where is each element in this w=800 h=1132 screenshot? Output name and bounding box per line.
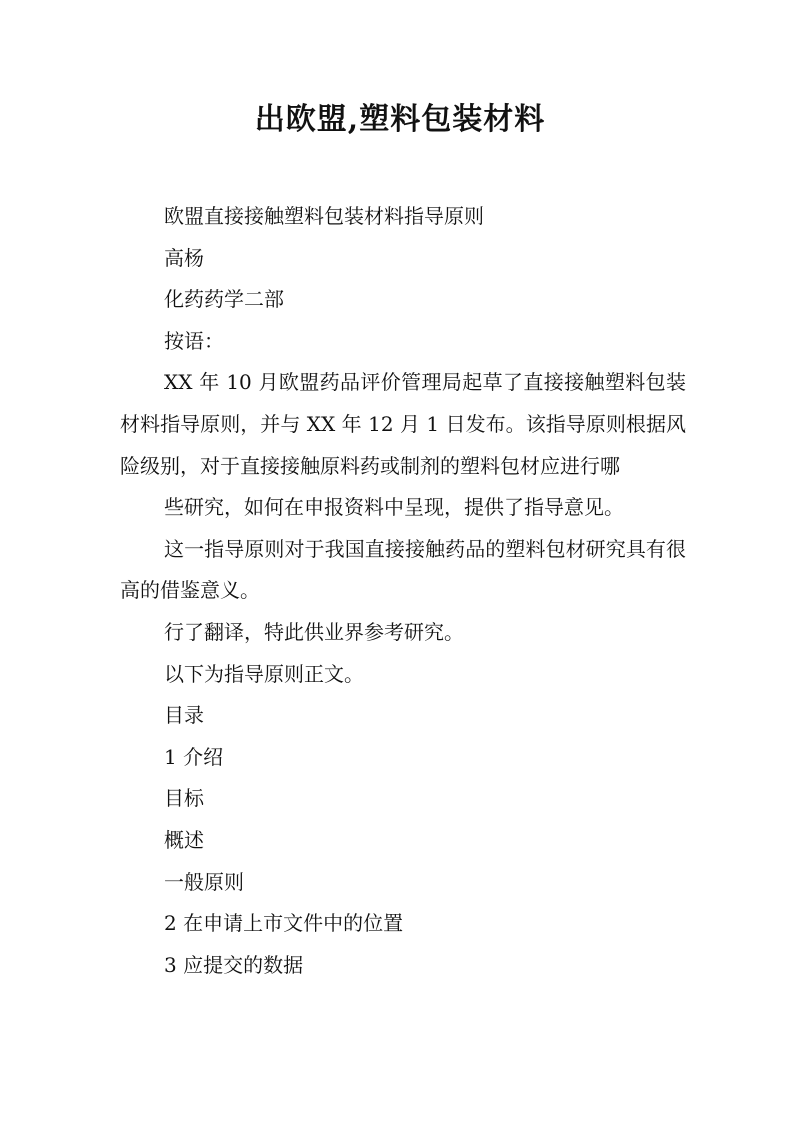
toc-item: 概述 xyxy=(164,827,204,852)
paragraph-editor-note-label: 按语： xyxy=(164,328,224,353)
toc-item: 目标 xyxy=(164,786,204,811)
paragraph-translation-note: 行了翻译，特此供业界参考研究。 xyxy=(164,619,464,644)
document-title: 出欧盟,塑料包装材料 xyxy=(254,102,546,137)
paragraph-guideline-name: 欧盟直接接触塑料包装材料指导原则 xyxy=(164,204,484,228)
paragraph-text-intro: 以下为指导原则正文。 xyxy=(164,661,364,686)
toc-item: 3 应提交的数据 xyxy=(164,952,304,977)
paragraph-editor-note-continued: 些研究，如何在申报资料中呈现，提供了指导意见。 xyxy=(164,495,624,520)
toc-item: 一般原则 xyxy=(164,869,244,894)
paragraph-department: 化药药学二部 xyxy=(164,287,284,312)
toc-heading: 目录 xyxy=(164,703,204,728)
toc-item: 2 在申请上市文件中的位置 xyxy=(164,911,404,936)
paragraph-author: 高杨 xyxy=(164,245,204,270)
paragraph-significance: 这一指导原则对于我国直接接触药品的塑料包材研究具有很高的借鉴意义。 xyxy=(120,536,686,603)
document-body xyxy=(120,196,686,986)
toc-item: 1 介绍 xyxy=(164,744,224,769)
paragraph-editor-note: XX 年 10 月欧盟药品评价管理局起草了直接接触塑料包装材料指导原则，并与 XX 年 12 月 1 日发布。该指导原则根据风险级别，对于直接接触原料药或制剂的塑料包材应进行哪 xyxy=(120,370,686,478)
